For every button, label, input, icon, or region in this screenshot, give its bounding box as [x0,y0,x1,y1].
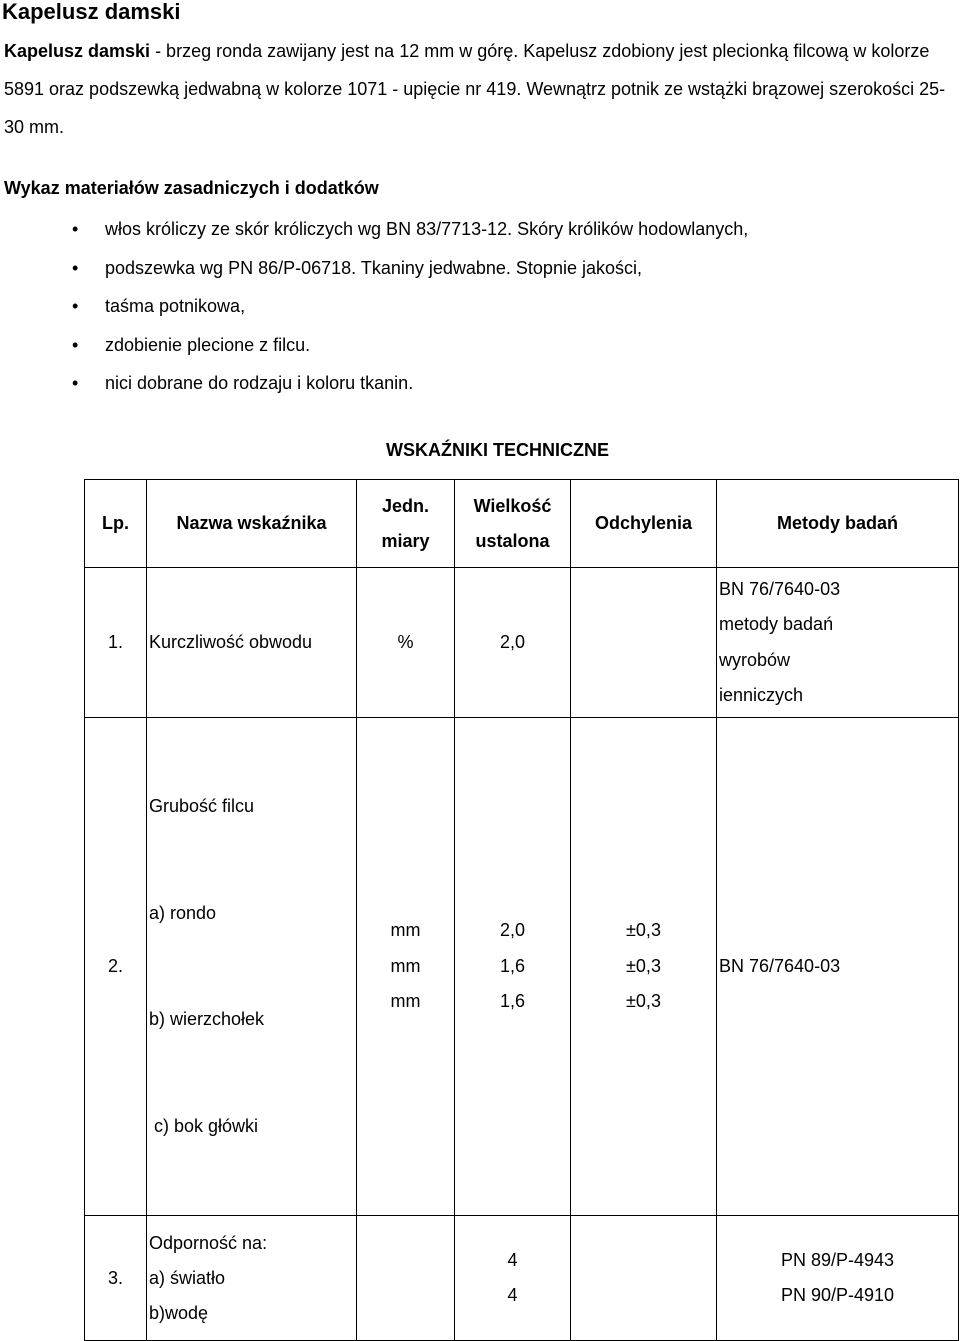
cell-deviation [571,1216,717,1341]
cell-method: BN 76/7640-03 [717,718,959,1216]
list-item [0,330,748,369]
method-line: BN 76/7640-03 [719,578,841,599]
bullet-icon: • [72,257,79,278]
cell-unit: % [357,568,455,718]
method-line: wyrobów [719,649,791,670]
technical-table [84,479,959,1341]
header-method: Metody badań [717,480,959,568]
technical-section-title: WSKAŹNIKI TECHNICZNE [386,440,609,460]
method-line: metody badań [719,614,834,634]
value-line: 2,0 [499,920,526,941]
name-line: Odporność na: [149,1232,268,1253]
list-item-text: zdobienie plecione z filcu. [105,334,311,355]
list-item-text: taśma potnikowa, [105,296,246,317]
deviation-line: ±0,3 [626,920,661,941]
bullet-icon: • [72,219,79,239]
header-deviation: Odchylenia [571,480,717,568]
header-value-line: ustalona [475,530,550,551]
header-unit-line: Jedn. [381,495,429,516]
cell-method [717,1216,959,1341]
cell-lp: 3. [85,1216,147,1341]
header-unit [357,480,455,568]
materials-heading: Wykaz materiałów zasadniczych i dodatków [4,178,379,198]
header-value [455,480,571,568]
cell-unit [357,1216,455,1341]
cell-deviation [571,718,717,1216]
cell-value [455,718,571,1216]
unit-line: mm [390,920,421,941]
value-line: 1,6 [499,991,526,1012]
unit-line: mm [390,991,421,1012]
page-title: Kapelusz damski [2,0,181,24]
cell-unit [357,718,455,1216]
intro-text: - brzeg ronda zawijany jest na 12 mm w górę. Kapelusz zdobiony jest plecionką filcową w kolorze 5891 oraz podszewką jedwabną w kolorze 1071 - upięcie nr 419. Wewnątrz potnik ze wstążki brązowej szerokości 25-30 mm. [4,41,946,137]
bullet-icon: • [72,296,79,317]
deviation-line: ±0,3 [626,991,661,1012]
name-line: a) światło [149,1267,226,1288]
list-item [0,253,748,292]
list-item [0,368,748,407]
table-row [85,718,959,1216]
list-item-text: nici dobrane do rodzaju i koloru tkanin. [105,373,414,394]
method-line: PN 89/P-4943 [780,1250,895,1270]
header-value-line: Wielkość [473,495,552,516]
name-line: a) rondo [149,902,217,923]
header-lp: Lp. [85,480,147,568]
value-line: 4 [507,1250,518,1270]
name-line: Grubość filcu [149,796,255,816]
bullet-icon: • [72,334,79,355]
name-line: b)wodę [149,1302,209,1323]
header-name: Nazwa wskaźnika [147,480,357,568]
header-unit-line: miary [381,530,430,551]
materials-list [0,214,748,407]
intro-bold-lead: Kapelusz damski [4,41,151,61]
table-row [85,1216,959,1341]
list-item-text: podszewka wg PN 86/P-06718. Tkaniny jedwabne. Stopnie jakości, [105,257,642,278]
name-line: c) bok główki [149,1115,259,1136]
cell-lp: 1. [85,568,147,718]
deviation-line: ±0,3 [626,955,661,976]
list-item [0,291,748,330]
cell-value: 2,0 [455,568,571,718]
list-item [0,214,748,253]
cell-name: Kurczliwość obwodu [147,568,357,718]
value-line: 4 [507,1285,518,1305]
intro-paragraph [4,32,960,146]
cell-method [717,568,959,718]
table-row [85,568,959,718]
cell-value [455,1216,571,1341]
value-line: 1,6 [499,955,526,976]
method-line: ienniczych [719,685,804,705]
unit-line: mm [390,955,421,976]
name-line: b) wierzchołek [149,1009,265,1029]
method-line: PN 90/P-4910 [780,1285,895,1305]
table-header-row [85,480,959,568]
cell-name [147,1216,357,1341]
cell-deviation [571,568,717,718]
cell-name [147,718,357,1216]
list-item-text: włos króliczy ze skór króliczych wg BN 83/7713-12. Skóry królików hodowlanych, [105,219,749,239]
cell-lp: 2. [85,718,147,1216]
bullet-icon: • [72,373,79,394]
